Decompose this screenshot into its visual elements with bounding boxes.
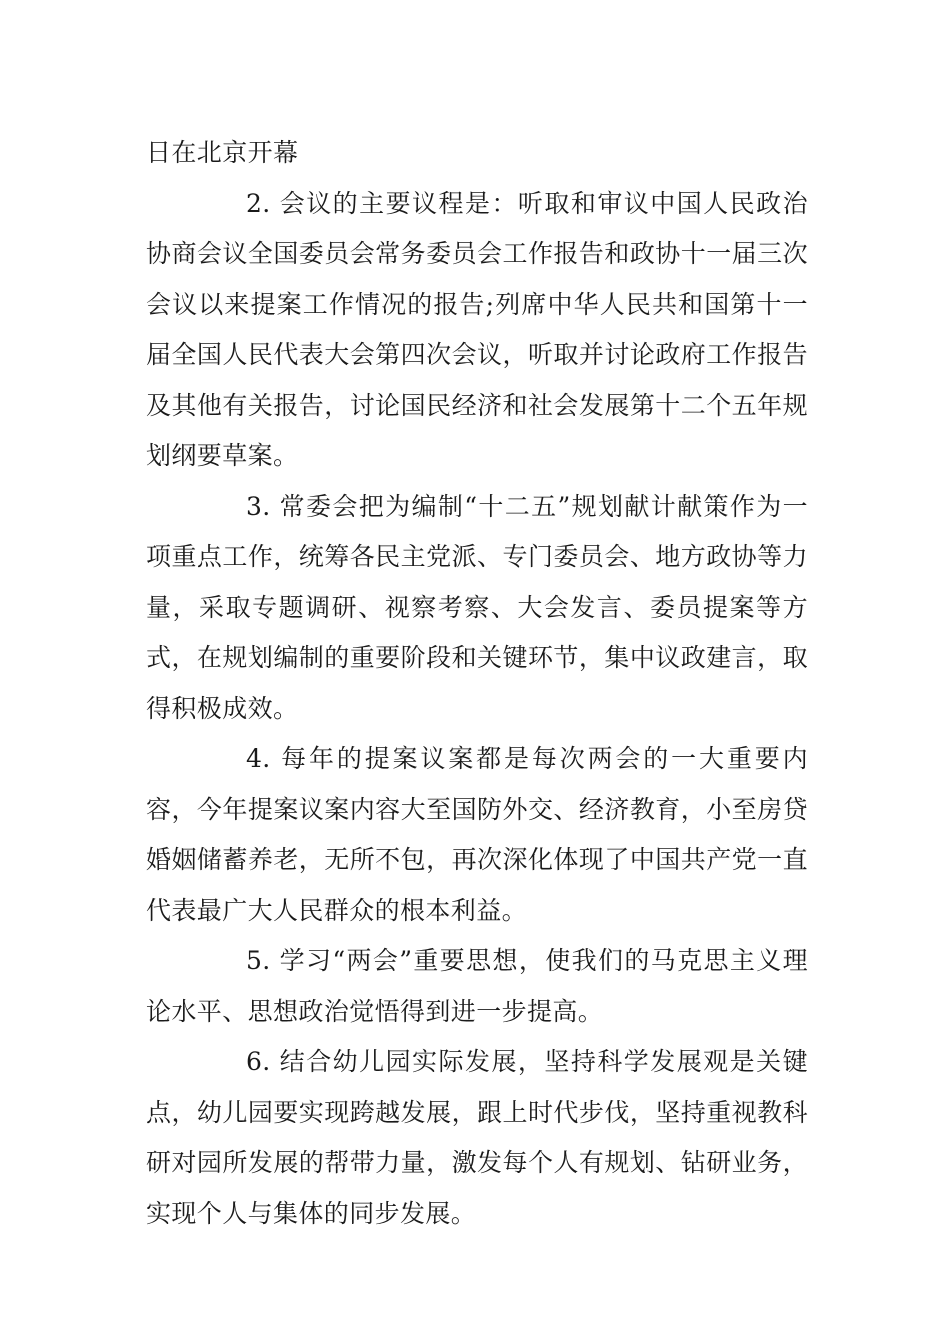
item-text: 结合幼儿园实际发展，坚持科学发展观是关键点，幼儿园要实现跨越发展，跟上时代步伐，坚持重视教科研对园所发展的帮带力量，激发每个人有规划、钻研业务，实现个人与集体的同步发展。 [146, 1047, 808, 1228]
item-number: 5. [246, 946, 271, 975]
item-number: 3. [246, 491, 271, 521]
list-item [146, 936, 808, 1037]
item-text: 常委会把为编制“十二五”规划献计献策作为一项重点工作，统筹各民主党派、专门委员会、地方政协等力量，采取专题调研、视察考察、大会发言、委员提案等方式，在规划编制的重要阶段和关键环节，集中议政建言，取得积极成效。 [146, 491, 808, 723]
item-number: 6. [246, 1047, 271, 1076]
item-text: 学习“两会”重要思想，使我们的马克思主义理论水平、思想政治觉悟得到进一步提高。 [146, 946, 808, 1026]
continuation-line: 日在北京开幕 [146, 138, 299, 167]
document-body [146, 128, 808, 1239]
list-item [146, 482, 808, 735]
item-text: 每年的提案议案都是每次两会的一大重要内容，今年提案议案内容大至国防外交、经济教育，小至房贷婚姻储蓄养老，无所不包，再次深化体现了中国共产党一直代表最广大人民群众的根本利益。 [146, 744, 808, 925]
list-item [146, 734, 808, 936]
list-item [146, 1037, 808, 1239]
item-number: 4. [246, 744, 271, 773]
list-item [146, 179, 808, 482]
item-number: 2. [246, 188, 271, 218]
item-text: 会议的主要议程是：听取和审议中国人民政治协商会议全国委员会常务委员会工作报告和政协十一届三次会议以来提案工作情况的报告;列席中华人民共和国第十一届全国人民代表大会第四次会议，听取并讨论政府工作报告及其他有关报告，讨论国民经济和社会发展第十二个五年规划纲要草案。 [146, 188, 808, 470]
